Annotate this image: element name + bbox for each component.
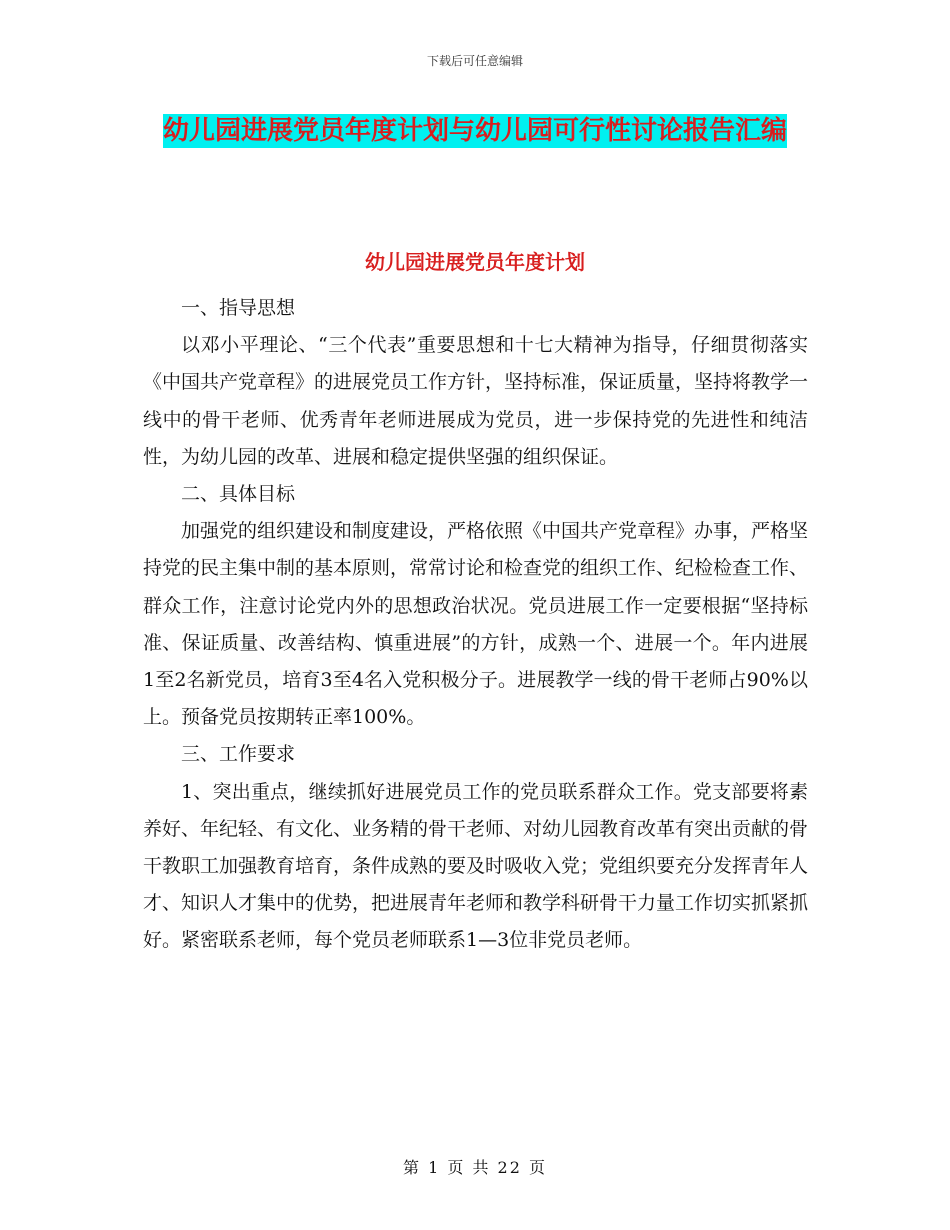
heading-work-requirements: 三、工作要求 bbox=[181, 743, 296, 766]
heading-guiding-ideology: 一、指导思想 bbox=[181, 297, 296, 319]
paragraph-guiding-ideology: 以邓小平理论、“三个代表”重要思想和十七大精神为指导，仔细贯彻落实《中国共产党章程》的进展党员工作方针，坚持标准，保证质量，坚持将教学一线中的骨干老师、优秀青年老师进展成为党员，进一步保持党的先进性和纯洁性，为幼儿园的改革、进展和稳定提供坚强的组织保证。 bbox=[143, 334, 809, 468]
document-title bbox=[140, 108, 810, 154]
document-body bbox=[143, 290, 808, 960]
document-title-text: 幼儿园进展党员年度计划与幼儿园可行性讨论报告汇编 bbox=[162, 116, 787, 146]
paragraph-work-requirements: 1、突出重点，继续抓好进展党员工作的党员联系群众工作。党支部要将素养好、年纪轻、有文化、业务精的骨干老师、对幼儿园教育改革有突出贡献的骨干教职工加强教育培育，条件成熟的要及时吸收入党；党组织要充分发挥青年人才、知识人才集中的优势，把进展青年老师和教学科研骨干力量工作切实抓紧抓好。紧密联系老师，每个党员老师联系1—3位非党员老师。 bbox=[143, 780, 809, 952]
page-footer: 第 1 页 共 22 页 bbox=[403, 1158, 547, 1177]
section-title: 幼儿园进展党员年度计划 bbox=[365, 250, 585, 274]
header-note: 下载后可任意编辑 bbox=[426, 54, 523, 68]
heading-specific-goals: 二、具体目标 bbox=[181, 483, 296, 506]
paragraph-specific-goals: 加强党的组织建设和制度建设，严格依照《中国共产党章程》办事，严格坚持党的民主集中制的基本原则，常常讨论和检查党的组织工作、纪检检查工作、群众工作，注意讨论党内外的思想政治状况。党员进展工作一定要根据“坚持标准、保证质量、改善结构、慎重进展”的方针，成熟一个、进展一个。年内进展1至2名新党员，培育3至4名入党积极分子。进展教学一线的骨干老师占90%以上。预备党员按期转正率100%。 bbox=[143, 520, 809, 729]
